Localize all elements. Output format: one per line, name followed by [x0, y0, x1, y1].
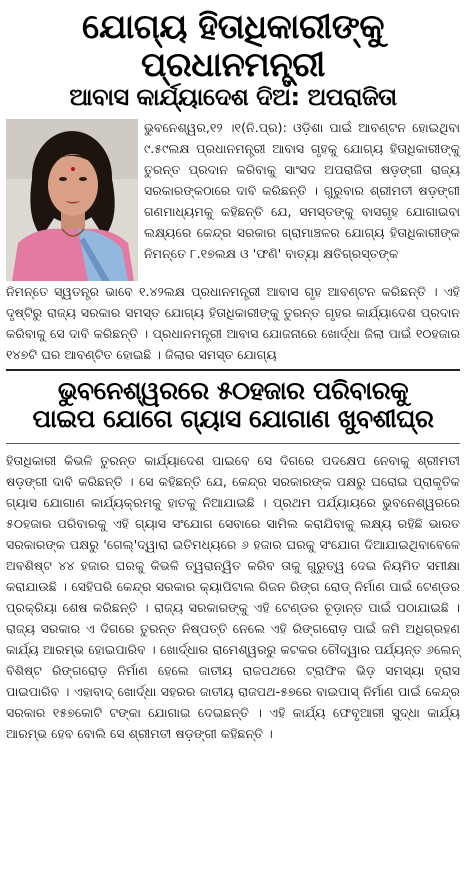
subhead-line-1: ଭୁବନେଶ୍ୱରରେ ୫୦ହଜାର ପରିବାରକୁ: [57, 376, 409, 406]
headline-line-1: ଯୋଗ୍ୟ ହିତାଧିକାରୀଙ୍କୁ ପ୍ରଧାନମନ୍ତ୍ରୀ: [82, 7, 384, 86]
story-1-lead: ଭୁବନେଶ୍ୱର,୧୨ ।୧(ନି.ପ୍ର): ଓଡ଼ିଶା ପାଇଁ ଆବଣ୍ଟନ ହୋଇଥିବା ୯.୫୯ଲକ୍ଷ ପ୍ରଧାନମନ୍ତ୍ରୀ ଆବାସ ଗୃହକୁ ଯୋଗ୍ୟ ହିତାଧିକାରୀଙ୍କୁ ତୁରନ୍ତ ପ୍ରଦାନ କରିବାକୁ ସାଂସଦ ଅପରାଜିତା ଷଡ଼ଙ୍ଗୀ ରାଜ୍ୟ ସରକାରଙ୍କଠାରେ ଦାବି କରିଛନ୍ତି । ଗୁରୁବାର ଶ୍ରୀମତୀ ଷଡ଼ଙ୍ଗୀ ଗଣମାଧ୍ୟମକୁ କହିଛନ୍ତି ଯେ, ସମସ୍ତଙ୍କୁ ବାସଗୃହ ଯୋଗାଇବା ଲକ୍ଷ୍ୟରେ କେନ୍ଦ୍ର ସରକାର ଗ୍ରାମାଞ୍ଚଳର ଯୋଗ୍ୟ ହିତାଧିକାରୀଙ୍କ ନିମନ୍ତେ ୮.୧୭ଲକ୍ଷ ଓ 'ଫଣି' ବାତ୍ୟା କ୍ଷତିଗ୍ରସ୍ତଙ୍କ: [144, 120, 460, 262]
story-2-body: ହିତାଧିକାରୀ କିଭଳି ତୁରନ୍ତ କାର୍ଯ୍ୟାଦେଶ ପାଇବେ ସେ ଦିଗରେ ପଦକ୍ଷେପ ନେବାକୁ ଶ୍ରୀମତୀ ଷଡ଼ଙ୍ଗୀ ଦାବି କରିଛନ୍ତି । ସେ କହିଛନ୍ତି ଯେ, କେନ୍ଦ୍ର ସରକାରଙ୍କ ପକ୍ଷରୁ ଘରୋଇ ପ୍ରାକୃତିକ ଗ୍ୟାସ ଯୋଗାଣ କାର୍ଯ୍ୟକ୍ରମକୁ ହାତକୁ ନିଆଯାଇଛି । ପ୍ରଥମ ପର୍ଯ୍ୟାୟରେ ଭୁବନେଶ୍ୱରରେ ୫୦ହଜାର ପରିବାରକୁ ଏହି ଗ୍ୟାସ ସଂଯୋଗ ସେବାରେ ସାମିଲ କରାଯିବାକୁ ଲକ୍ଷ୍ୟ ରହିଛି ଭାରତ ସରକାରଙ୍କ ପକ୍ଷରୁ 'ଗେଲ୍'ଦ୍ୱାରା ଇତିମଧ୍ୟରେ ୬ ହଜାର ଘରକୁ ସଂଯୋଗ ଦିଆଯାଇଥିବାବେଳେ ଅବଶିଷ୍ଟ ୪୪ ହଜାର ଘରକୁ କିଭଳି ତ୍ୱରାନ୍ୱିତ କରିବ ତାକୁ ଗୁରୁତ୍ୱ ଦେଇ ନିୟମିତ ସମୀକ୍ଷା କରାଯାଉଛି । ସେହିପରି କେନ୍ଦ୍ର ସରକାର କ୍ୟାପିଟାଲ ରିଜନ ରିଙ୍ଗ ରୋଡ୍ ନିର୍ମାଣ ପାଇଁ ଟେଣ୍ଡର ପ୍ରକ୍ରିୟା ଶେଷ କରିଛନ୍ତି । ରାଜ୍ୟ ସରକାରଙ୍କୁ ଏହି ଟେଣ୍ଡର ଚୂଡ଼ାନ୍ତ ପାଇଁ ପଠାଯାଇଛି । ରାଜ୍ୟ ସରକାର ଏ ଦିଗରେ ତୁରନ୍ତ ନିଷ୍ପତ୍ତି ନେଲେ ଏହି ରିଙ୍ଗରୋଡ଼ ପାଇଁ ଜମି ଅଧିଗ୍ରହଣ କାର୍ଯ୍ୟ ଆରମ୍ଭ ହୋଇପାରିବ । ଖୋର୍ଦ୍ଧାର ରାମେଶ୍ୱରରୁ କଟକର ଚୌଦ୍ୱାର ପର୍ଯ୍ୟନ୍ତ ୬ଲେନ୍ ବିଶିଷ୍ଟ ରିଙ୍ଗରୋଡ଼ ନିର୍ମାଣ ହେଲେ ଜାତୀୟ ରାଜପଥରେ ଟ୍ରାଫିକ ଭିଡ଼ ସମସ୍ୟା ହ୍ରାସ ପାଇପାରିବ । ଏହାବାଦ୍ ଖୋର୍ଦ୍ଧା ସହରର ଜାତୀୟ ରାଜପଥ-୫୭ରେ ବାଇପାସ୍ ନିର୍ମାଣ ପାଇଁ କେନ୍ଦ୍ର ସରକାର ୧୫୭କୋଟି ଟଙ୍କା ଯୋଗାଇ ଦେଇଛନ୍ତି । ଏହି କାର୍ଯ୍ୟ ଫେବୃଆରୀ ସୁଦ୍ଧା କାର୍ଯ୍ୟ ଆରମ୍ଭ ହେବ ବୋଲି ସେ ଶ୍ରୀମତୀ ଷଡ଼ଙ୍ଗୀ କହିଛନ୍ତି ।: [6, 453, 460, 742]
subhead-divider: [6, 443, 460, 444]
story-1-continued: ନିମନ୍ତେ ସ୍ୱତନ୍ତ୍ର ଭାବେ ୧.୪୨ଲକ୍ଷ ପ୍ରଧାନମନ୍ତ୍ରୀ ଆବାସ ଗୃହ ଆବଣ୍ଟନ କରିଛନ୍ତି । ଏହି ଦୃଷ୍ଟିରୁ ରାଜ୍ୟ ସରକାର ସମସ୍ତ ଯୋଗ୍ୟ ହିତାଧିକାରୀଙ୍କୁ ତୁରନ୍ତ ଗୃହର କାର୍ଯ୍ୟାଦେଶ ପ୍ରଦାନ କରିବାକୁ ସେ ଦାବି କରିଛନ୍ତି । ପ୍ରଧାନମନ୍ତ୍ରୀ ଆବାସ ଯୋଜନାରେ ଖୋର୍ଦ୍ଧା ଜିଲା ପାଇଁ ୧୦ହଜାର ୧୪୭ଟି ଘର ଆବଣ୍ଟିତ ହୋଇଛି । ଜିଲାର ସମସ୍ତ ଯୋଗ୍ୟ: [6, 284, 460, 363]
section-divider: [6, 369, 460, 371]
portrait-illustration: [6, 119, 138, 281]
subhead-line-2: ପାଇପ ଯୋଗେ ଗ୍ୟାସ ଯୋଗାଣ ଖୁବଶୀଘ୍ର: [32, 404, 434, 434]
portrait-photo: [6, 119, 138, 281]
story-1-top: [6, 117, 460, 281]
headline-line-2: ଆବାସ କାର୍ଯ୍ୟାଦେଶ ଦିଅ: ଅପରାଜିତା: [69, 83, 397, 112]
